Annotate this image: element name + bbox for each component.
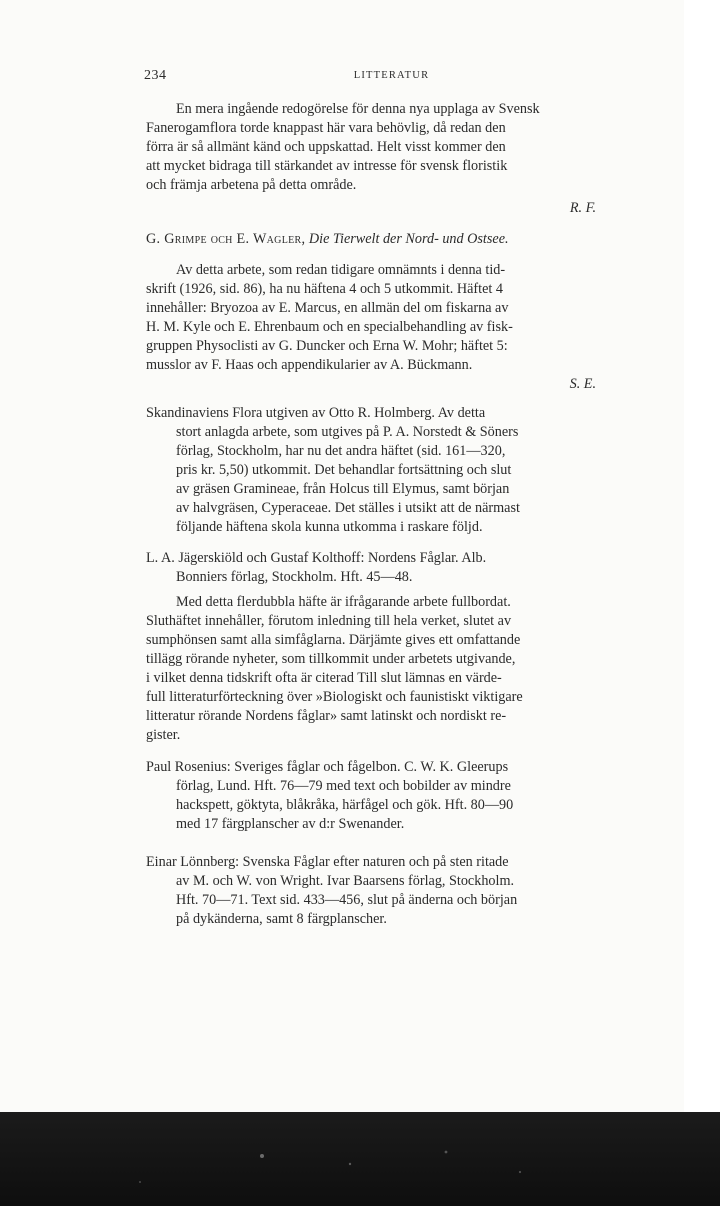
text-line: tillägg rörande nyheter, som tillkommit under arbetets utgivande, <box>146 651 516 667</box>
text-line: av halvgräsen, Cyperaceae. Det ställes i utsikt att de närmast <box>176 500 520 516</box>
text-line: hackspett, göktyta, blåkråka, härfågel och gök. Hft. 80—90 <box>176 797 514 813</box>
text-line: Med detta flerdubbla häfte är ifrågarande arbete fullbordat. <box>176 594 511 610</box>
entry-heading: Einar Lönnberg: Svenska Fåglar efter naturen och på sten ritade <box>146 854 509 870</box>
text-line: gruppen Physoclisti av G. Duncker och Erna W. Mohr; häftet 5: <box>146 338 508 354</box>
text-line: förra är så allmänt känd och uppskattad. Helt visst kommer den <box>146 139 506 155</box>
reviewer-signature: R. F. <box>569 200 596 216</box>
text-line: gister. <box>146 727 181 743</box>
text-line: stort anlagda arbete, som utgives på P. A. Norstedt & Söners <box>176 424 519 440</box>
reviewer-signature: S. E. <box>569 376 596 392</box>
entry-publisher: Bonniers förlag, Stockholm. Hft. 45—48. <box>176 569 413 585</box>
running-title: LITTERATUR <box>353 70 430 81</box>
text-line: i vilket denna tidskrift ofta är citerad Till slut lämnas en värde- <box>146 670 502 686</box>
review-paragraph-fanerogamflora <box>146 100 640 218</box>
text-line: följande häftena skola kunna utkomma i raskare följd. <box>176 519 483 535</box>
page-margin <box>684 0 720 1112</box>
entry-heading: Skandinaviens Flora utgiven av Otto R. Holmberg. Av detta <box>146 405 486 421</box>
text-line: sumphönsen samt alla simfåglarna. Därjämte gives ett omfattande <box>146 632 521 648</box>
text-line: innehåller: Bryozoa av E. Marcus, en allmän del om fiskarna av <box>146 300 509 316</box>
entry-heading: L. A. Jägerskiöld och Gustaf Kolthoff: Nordens Fåglar. Alb. <box>146 550 487 566</box>
text-line: Av detta arbete, som redan tidigare omnämnts i denna tid- <box>176 262 506 278</box>
text-line: och främja arbetena på detta område. <box>146 177 357 193</box>
text-line: förlag, Stockholm, har nu det andra häftet (sid. 161—320, <box>176 443 506 459</box>
text-line: Sluthäftet innehåller, förutom inledning till hela verket, slutet av <box>146 613 512 629</box>
text-line: En mera ingående redogörelse för denna nya upplaga av Svensk <box>176 101 540 117</box>
text-line: att mycket bidraga till stärkandet av intresse för svensk floristik <box>146 158 508 174</box>
review-entry-skandinaviens-flora <box>146 404 640 537</box>
review-entry-svenska-faglar <box>146 853 640 929</box>
text-line: H. M. Kyle och E. Ehrenbaum och en specialbehandling av fisk- <box>146 319 513 335</box>
text-line: med 17 färgplanscher av d:r Swenander. <box>176 816 405 832</box>
text-line: av M. och W. von Wright. Ivar Baarsens förlag, Stockholm. <box>176 873 515 889</box>
text-line: av gräsen Gramineae, från Holcus till Elymus, samt början <box>176 481 510 497</box>
text-line: på dykänderna, samt 8 färgplanscher. <box>176 911 387 927</box>
text-line: musslor av F. Haas och appendikularier av A. Bückmann. <box>146 357 473 373</box>
page-number: 234 <box>144 68 167 83</box>
text-line: Hft. 70—71. Text sid. 433—456, slut på änderna och början <box>176 892 518 908</box>
text-line: full litteraturförteckning över »Biologiskt och faunistiskt viktigare <box>146 689 523 705</box>
review-entry-sveriges-faglar <box>146 758 640 834</box>
entry-authors: G. Grimpe och E. Wagler, <box>146 231 306 247</box>
text-line: pris kr. 5,50) utkommit. Det behandlar fortsättning och slut <box>176 462 512 478</box>
review-entry-grimpe-wagler <box>146 230 640 394</box>
entry-heading <box>146 230 640 249</box>
running-head <box>144 68 639 88</box>
review-entry-nordens-faglar <box>146 549 640 745</box>
dust-specks <box>0 1112 720 1206</box>
text-line: litteratur rörande Nordens fåglar» samt latinskt och nordiskt re- <box>146 708 507 724</box>
text-line: Fanerogamflora torde knappast här vara behövlig, då redan den <box>146 120 506 136</box>
entry-heading: Paul Rosenius: Sveriges fåglar och fågelbon. C. W. K. Gleerups <box>146 759 509 775</box>
text-line: förlag, Lund. Hft. 76—79 med text och bobilder av mindre <box>176 778 511 794</box>
entry-title: Die Tierwelt der Nord- und Ostsee. <box>308 231 509 247</box>
text-line: skrift (1926, sid. 86), ha nu häftena 4 och 5 utkommit. Häftet 4 <box>146 281 503 297</box>
